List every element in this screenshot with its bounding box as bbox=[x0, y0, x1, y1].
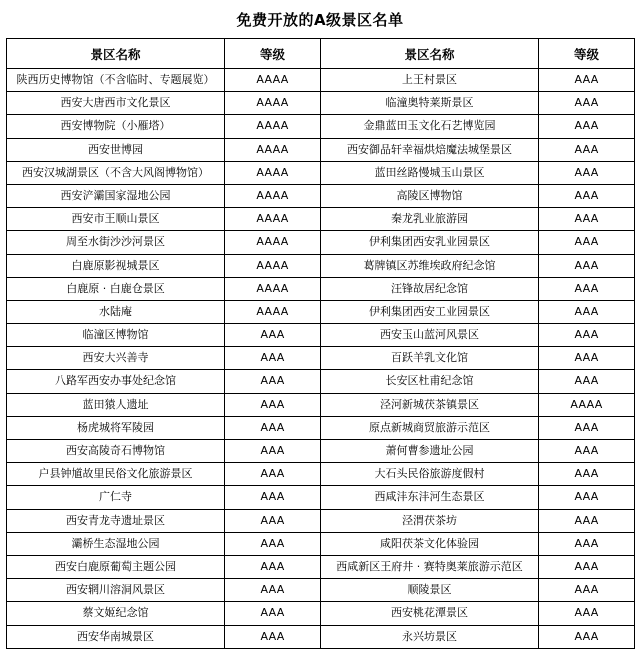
cell-scenic-name: 伊利集团西安工业园景区 bbox=[321, 300, 539, 323]
cell-grade: AAA bbox=[539, 602, 635, 625]
cell-grade: AAA bbox=[225, 602, 321, 625]
table-row bbox=[7, 579, 635, 602]
scenic-area-table bbox=[6, 38, 635, 649]
cell-grade: AAA bbox=[539, 440, 635, 463]
cell-grade: AAAA bbox=[225, 231, 321, 254]
cell-scenic-name: 周至水街沙沙河景区 bbox=[7, 231, 225, 254]
table-row bbox=[7, 92, 635, 115]
cell-grade: AAA bbox=[539, 532, 635, 555]
column-header-name-right: 景区名称 bbox=[321, 39, 539, 69]
cell-grade: AAAA bbox=[225, 254, 321, 277]
cell-grade: AAA bbox=[539, 555, 635, 578]
cell-scenic-name: 广仁寺 bbox=[7, 486, 225, 509]
cell-scenic-name: 西安大兴善寺 bbox=[7, 347, 225, 370]
cell-scenic-name: 西安华南城景区 bbox=[7, 625, 225, 648]
table-row bbox=[7, 138, 635, 161]
cell-grade: AAA bbox=[539, 92, 635, 115]
cell-scenic-name: 西安市王顺山景区 bbox=[7, 208, 225, 231]
table-body bbox=[7, 69, 635, 649]
table-row bbox=[7, 208, 635, 231]
table-row bbox=[7, 324, 635, 347]
cell-scenic-name: 顺陵景区 bbox=[321, 579, 539, 602]
cell-grade: AAAA bbox=[225, 115, 321, 138]
cell-grade: AAA bbox=[539, 208, 635, 231]
table-row bbox=[7, 625, 635, 648]
cell-scenic-name: 永兴坊景区 bbox=[321, 625, 539, 648]
cell-grade: AAA bbox=[225, 370, 321, 393]
cell-scenic-name: 临潼区博物馆 bbox=[7, 324, 225, 347]
table-row bbox=[7, 416, 635, 439]
cell-scenic-name: 灞桥生态湿地公园 bbox=[7, 532, 225, 555]
cell-scenic-name: 西安御品轩幸福烘焙魔法城堡景区 bbox=[321, 138, 539, 161]
cell-grade: AAA bbox=[539, 509, 635, 532]
cell-scenic-name: 西安汉城湖景区（不含大风阁博物馆） bbox=[7, 161, 225, 184]
cell-grade: AAA bbox=[225, 416, 321, 439]
cell-scenic-name: 西安白鹿原葡萄主题公园 bbox=[7, 555, 225, 578]
page-title: 免费开放的A级景区名单 bbox=[236, 11, 404, 29]
cell-grade: AAAA bbox=[225, 161, 321, 184]
cell-grade: AAAA bbox=[225, 138, 321, 161]
cell-grade: AAA bbox=[225, 486, 321, 509]
cell-scenic-name: 杨虎城将军陵园 bbox=[7, 416, 225, 439]
cell-scenic-name: 金鼎蓝田玉文化石艺博览园 bbox=[321, 115, 539, 138]
cell-scenic-name: 高陵区博物馆 bbox=[321, 184, 539, 207]
cell-grade: AAA bbox=[539, 138, 635, 161]
cell-grade: AAAA bbox=[225, 184, 321, 207]
cell-scenic-name: 西安青龙寺遗址景区 bbox=[7, 509, 225, 532]
cell-grade: AAA bbox=[539, 277, 635, 300]
table-row bbox=[7, 231, 635, 254]
cell-scenic-name: 户县钟馗故里民俗文化旅游景区 bbox=[7, 463, 225, 486]
cell-scenic-name: 八路军西安办事处纪念馆 bbox=[7, 370, 225, 393]
cell-grade: AAA bbox=[539, 347, 635, 370]
cell-scenic-name: 汪锋故居纪念馆 bbox=[321, 277, 539, 300]
cell-grade: AAA bbox=[225, 347, 321, 370]
cell-grade: AAA bbox=[225, 324, 321, 347]
table-row bbox=[7, 440, 635, 463]
table-row bbox=[7, 370, 635, 393]
cell-scenic-name: 西安博物院（小雁塔） bbox=[7, 115, 225, 138]
cell-grade: AAA bbox=[225, 393, 321, 416]
table-row bbox=[7, 509, 635, 532]
cell-scenic-name: 蔡文姬纪念馆 bbox=[7, 602, 225, 625]
table-row bbox=[7, 486, 635, 509]
cell-scenic-name: 葛牌镇区苏维埃政府纪念馆 bbox=[321, 254, 539, 277]
cell-grade: AAA bbox=[225, 509, 321, 532]
table-row bbox=[7, 184, 635, 207]
cell-scenic-name: 西安辋川溶洞风景区 bbox=[7, 579, 225, 602]
cell-grade: AAAA bbox=[225, 300, 321, 323]
cell-scenic-name: 白鹿原影视城景区 bbox=[7, 254, 225, 277]
cell-grade: AAAA bbox=[539, 393, 635, 416]
table-row bbox=[7, 161, 635, 184]
cell-scenic-name: 水陆庵 bbox=[7, 300, 225, 323]
cell-grade: AAA bbox=[225, 625, 321, 648]
cell-scenic-name: 西安大唐西市文化景区 bbox=[7, 92, 225, 115]
cell-grade: AAAA bbox=[225, 277, 321, 300]
cell-scenic-name: 西咸沣东沣河生态景区 bbox=[321, 486, 539, 509]
cell-scenic-name: 原点新城商贸旅游示范区 bbox=[321, 416, 539, 439]
cell-grade: AAA bbox=[539, 231, 635, 254]
cell-grade: AAA bbox=[539, 184, 635, 207]
table-row bbox=[7, 347, 635, 370]
cell-scenic-name: 陕西历史博物馆（不含临时、专题展览） bbox=[7, 69, 225, 92]
cell-scenic-name: 西咸新区王府井 · 赛特奥莱旅游示范区 bbox=[321, 555, 539, 578]
cell-grade: AAA bbox=[539, 324, 635, 347]
cell-grade: AAA bbox=[539, 579, 635, 602]
cell-grade: AAA bbox=[539, 300, 635, 323]
cell-scenic-name: 秦龙乳业旅游园 bbox=[321, 208, 539, 231]
cell-grade: AAAA bbox=[225, 92, 321, 115]
cell-grade: AAA bbox=[225, 463, 321, 486]
cell-scenic-name: 泾河新城茯茶镇景区 bbox=[321, 393, 539, 416]
cell-scenic-name: 蓝田丝路慢城玉山景区 bbox=[321, 161, 539, 184]
cell-grade: AAA bbox=[539, 625, 635, 648]
table-row bbox=[7, 300, 635, 323]
cell-scenic-name: 西安浐灞国家湿地公园 bbox=[7, 184, 225, 207]
cell-grade: AAA bbox=[539, 416, 635, 439]
cell-scenic-name: 萧何曹参遗址公园 bbox=[321, 440, 539, 463]
table-row bbox=[7, 69, 635, 92]
column-header-name-left: 景区名称 bbox=[7, 39, 225, 69]
cell-scenic-name: 西安高陵奇石博物馆 bbox=[7, 440, 225, 463]
table-row bbox=[7, 532, 635, 555]
cell-scenic-name: 西安玉山蓝河风景区 bbox=[321, 324, 539, 347]
cell-scenic-name: 大石头民俗旅游度假村 bbox=[321, 463, 539, 486]
cell-grade: AAA bbox=[539, 370, 635, 393]
table-header bbox=[7, 39, 635, 69]
cell-grade: AAA bbox=[225, 440, 321, 463]
cell-scenic-name: 泾渭茯茶坊 bbox=[321, 509, 539, 532]
cell-grade: AAA bbox=[225, 532, 321, 555]
cell-scenic-name: 蓝田猿人遗址 bbox=[7, 393, 225, 416]
cell-scenic-name: 上王村景区 bbox=[321, 69, 539, 92]
cell-grade: AAA bbox=[539, 463, 635, 486]
cell-grade: AAA bbox=[539, 115, 635, 138]
cell-grade: AAAA bbox=[225, 69, 321, 92]
table-row bbox=[7, 393, 635, 416]
cell-grade: AAA bbox=[225, 579, 321, 602]
cell-scenic-name: 西安桃花潭景区 bbox=[321, 602, 539, 625]
table-row bbox=[7, 277, 635, 300]
column-header-grade-left: 等级 bbox=[225, 39, 321, 69]
table-row bbox=[7, 115, 635, 138]
cell-grade: AAA bbox=[539, 486, 635, 509]
table-row bbox=[7, 463, 635, 486]
table-row bbox=[7, 555, 635, 578]
column-header-grade-right: 等级 bbox=[539, 39, 635, 69]
cell-scenic-name: 临潼奥特莱斯景区 bbox=[321, 92, 539, 115]
cell-scenic-name: 伊利集团西安乳业园景区 bbox=[321, 231, 539, 254]
cell-grade: AAA bbox=[539, 69, 635, 92]
cell-grade: AAA bbox=[539, 161, 635, 184]
cell-grade: AAAA bbox=[225, 208, 321, 231]
cell-scenic-name: 西安世博园 bbox=[7, 138, 225, 161]
cell-scenic-name: 百跃羊乳文化馆 bbox=[321, 347, 539, 370]
cell-scenic-name: 长安区杜甫纪念馆 bbox=[321, 370, 539, 393]
cell-grade: AAA bbox=[539, 254, 635, 277]
cell-scenic-name: 白鹿原 · 白鹿仓景区 bbox=[7, 277, 225, 300]
cell-grade: AAA bbox=[225, 555, 321, 578]
table-header-row bbox=[7, 39, 635, 69]
cell-scenic-name: 咸阳茯茶文化体验园 bbox=[321, 532, 539, 555]
table-row bbox=[7, 254, 635, 277]
